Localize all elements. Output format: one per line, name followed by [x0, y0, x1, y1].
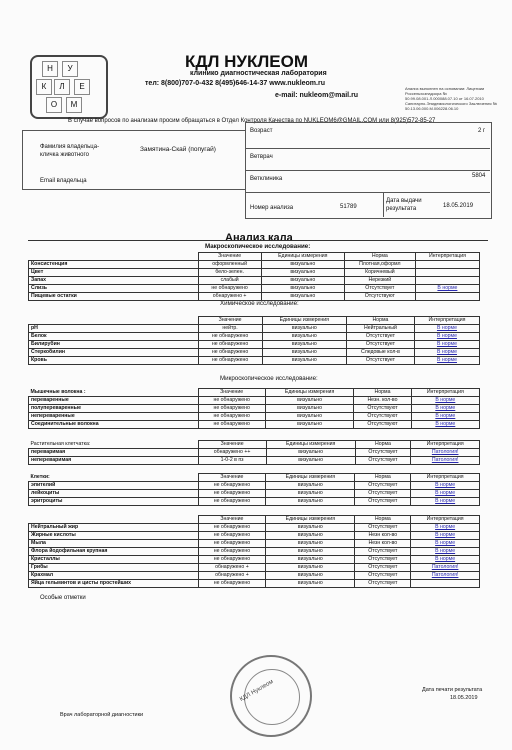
fiber-table: [28, 440, 480, 465]
units-cell: визуально: [266, 548, 355, 556]
value-cell: 1-0-2 в пз: [198, 457, 266, 465]
value-cell: не обнаружено: [198, 548, 266, 556]
report-title: Анализ кала: [225, 232, 293, 244]
norm-cell: Отсутствует: [355, 548, 411, 556]
norm-cell: Отсутствует: [355, 482, 411, 490]
email-label: Email владельца: [40, 178, 87, 184]
table-row: [29, 421, 480, 429]
param-name: pH: [29, 325, 199, 333]
clinic-label: Ветклиника: [250, 176, 283, 182]
table-row: [29, 556, 480, 564]
units-cell: визуально: [261, 293, 344, 301]
units-cell: визуально: [266, 580, 355, 588]
value-cell: нейтр.: [198, 325, 262, 333]
analysis-value: 51789: [340, 204, 357, 210]
units-cell: визуально: [266, 532, 355, 540]
units-cell: визуально: [266, 572, 355, 580]
param-name: Кристаллы: [29, 556, 199, 564]
interp-cell: В норме: [411, 421, 479, 429]
param-name: переваримая: [29, 449, 199, 457]
units-cell: визуально: [265, 397, 353, 405]
other-table: [28, 515, 480, 588]
table-header: [29, 253, 480, 261]
lab-license: Анализ выполнен на основании: Лицензии Россельхознадзора № 50.99.08.001.Л.000088.07.10 от 16.07.2010 Санитарно-Эпидемиологического Заключения № 50.13.06.000.М.006228.06.10: [405, 86, 497, 111]
param-name: Пищевые остатки: [29, 293, 199, 301]
norm-cell: Коричневый: [344, 269, 415, 277]
analysis-label: Номер анализа: [250, 205, 294, 211]
units-cell: визуально: [262, 341, 346, 349]
interp-cell: В норме: [411, 413, 479, 421]
value-cell: не обнаружено: [198, 580, 266, 588]
units-cell: визуально: [266, 498, 355, 506]
norm-cell: Отсутствует: [346, 357, 414, 365]
norm-cell: Отсутствуют: [354, 421, 411, 429]
col-interp: Интерпретация: [415, 253, 479, 261]
interp-cell: [415, 293, 479, 301]
macro-table: [28, 252, 480, 301]
table-row: [29, 261, 480, 269]
units-cell: визуально: [262, 349, 346, 357]
interp-cell: В норме: [414, 333, 479, 341]
param-name: эпителий: [29, 482, 199, 490]
norm-cell: Отсутствует: [346, 341, 414, 349]
table-row: [29, 333, 480, 341]
lab-logo: [30, 55, 108, 119]
interp-cell: В норме: [411, 397, 479, 405]
param-name: Цвет: [29, 269, 199, 277]
param-name: Билирубин: [29, 341, 199, 349]
norm-cell: Нейтральный: [346, 325, 414, 333]
col-value: Значение: [198, 516, 266, 524]
contact-note: В случае вопросов по анализам просим обращаться в Отдел Контроля Качества по NUKLEOM6@GMAIL.COM или 8(925)572-85-27: [68, 118, 436, 124]
table-row: [29, 490, 480, 498]
value-cell: не обнаружено: [198, 341, 262, 349]
lab-subtitle: клинико диагностическая лаборатория: [190, 70, 327, 77]
units-cell: визуально: [266, 524, 355, 532]
print-date-label: Дата печати результата: [422, 687, 483, 693]
muscle-table: [28, 388, 480, 429]
col-norm: Норма: [344, 253, 415, 261]
param-name: эритроциты: [29, 498, 199, 506]
norm-cell: Отсутствует: [355, 457, 411, 465]
interp-cell: В норме: [411, 490, 480, 498]
value-cell: бело-зелен.: [198, 269, 261, 277]
units-cell: визуально: [261, 269, 344, 277]
param-name: переваренные: [29, 397, 199, 405]
table-row: [29, 405, 480, 413]
cells-table: [28, 473, 480, 506]
interp-cell: В норме: [411, 556, 480, 564]
col-interp: Интерпретация: [411, 516, 480, 524]
macro-title: Макроскопическое исследование:: [205, 243, 311, 250]
value-cell: не обнаружено: [198, 556, 266, 564]
interp-cell: [415, 277, 479, 285]
norm-cell: Отсутствует: [355, 524, 411, 532]
owner-value: Замятина-Скай (попугай): [140, 146, 216, 153]
norm-cell: Отсутствует: [355, 498, 411, 506]
norm-cell: Отсутствует: [346, 333, 414, 341]
col-value: Значение: [198, 389, 265, 397]
norm-cell: Отсутствует: [355, 556, 411, 564]
param-name: полупереваренные: [29, 405, 199, 413]
value-cell: слабый: [198, 277, 261, 285]
norm-cell: Отсутствует: [355, 490, 411, 498]
norm-cell: Отсутствует: [355, 580, 411, 588]
table-row: [29, 532, 480, 540]
logo-letter: К: [36, 79, 52, 95]
table-header: [29, 474, 480, 482]
interp-cell: В норме: [411, 482, 480, 490]
interp-cell: В норме: [414, 325, 479, 333]
value-cell: не обнаружено: [198, 333, 262, 341]
interp-cell: [415, 261, 479, 269]
value-cell: обнаружено +: [198, 564, 266, 572]
param-name: непереваримая: [29, 457, 199, 465]
table-row: [29, 564, 480, 572]
interp-cell: Патология!: [411, 572, 480, 580]
units-cell: визуально: [266, 449, 355, 457]
date-label: Дата выдачи результата: [386, 198, 422, 212]
param-name: Стеркобилин: [29, 349, 199, 357]
vet-label: Ветврач: [250, 154, 273, 160]
interp-cell: В норме: [411, 548, 480, 556]
units-cell: визуально: [265, 421, 353, 429]
units-cell: визуально: [265, 413, 353, 421]
value-cell: не обнаружено: [198, 405, 265, 413]
norm-cell: Отсутствуют: [344, 293, 415, 301]
param-name: Кровь: [29, 357, 199, 365]
table-header: [29, 441, 480, 449]
interp-cell: В норме: [411, 498, 480, 506]
table-row: [29, 341, 480, 349]
interp-cell: [411, 580, 480, 588]
interp-cell: В норме: [411, 532, 480, 540]
table-row: [29, 397, 480, 405]
logo-letter: У: [62, 61, 78, 77]
col-value: Значение: [198, 441, 266, 449]
stamp-text: КДЛ Нуклеом: [239, 679, 275, 703]
param-name: Нейтральный жир: [29, 524, 199, 532]
table-row: [29, 349, 480, 357]
norm-cell: Отсутствуют: [354, 405, 411, 413]
col-value: Значение: [198, 253, 261, 261]
norm-cell: Незн. кол-во: [354, 397, 411, 405]
table-header: [29, 317, 480, 325]
col-units: Единицы измерения: [266, 516, 355, 524]
param-name: Крахмал: [29, 572, 199, 580]
col-interp: Интерпретация: [411, 474, 480, 482]
col-units: Единицы измерения: [262, 317, 346, 325]
value-cell: обнаружено ++: [198, 449, 266, 457]
col-norm: Норма: [346, 317, 414, 325]
col-units: Единицы измерения: [265, 389, 353, 397]
value-cell: не обнаружено: [198, 349, 262, 357]
muscle-title: Мышечные волокна :: [30, 388, 86, 395]
lab-phones: тел: 8(800)707-0-432 8(495)646-14-37 www.nukleom.ru: [145, 80, 325, 87]
table-row: [29, 580, 480, 588]
col-norm: Норма: [355, 474, 411, 482]
table-row: [29, 540, 480, 548]
table-row: [29, 277, 480, 285]
norm-cell: Отсутствуют: [354, 413, 411, 421]
norm-cell: Плотная,оформл: [344, 261, 415, 269]
lab-stamp: [230, 655, 312, 737]
units-cell: визуально: [262, 325, 346, 333]
interp-cell: В норме: [414, 341, 479, 349]
value-cell: не обнаружено: [198, 285, 261, 293]
clinic-value: 5804: [472, 173, 486, 179]
col-interp: Интерпретация: [411, 389, 479, 397]
col-value: Значение: [198, 317, 262, 325]
logo-letter: Е: [74, 79, 90, 95]
logo-letter: Л: [54, 79, 70, 95]
param-name: Жирные кислоты: [29, 532, 199, 540]
value-cell: оформленный: [198, 261, 261, 269]
units-cell: визуально: [266, 564, 355, 572]
table-row: [29, 413, 480, 421]
col-norm: Норма: [355, 516, 411, 524]
special-notes-label: Особые отметки: [40, 595, 86, 601]
col-interp: Интерпретация: [411, 441, 480, 449]
value-cell: обнаружено +: [198, 293, 261, 301]
param-name: Запах: [29, 277, 199, 285]
date-value: 18.05.2019: [443, 203, 474, 209]
interp-cell: [415, 269, 479, 277]
interp-cell: В норме: [415, 285, 479, 293]
param-name: Грибы: [29, 564, 199, 572]
table-row: [29, 357, 480, 365]
param-name: Белок: [29, 333, 199, 341]
value-cell: не обнаружено: [198, 357, 262, 365]
interp-cell: В норме: [411, 405, 479, 413]
age-label: Возраст: [250, 128, 273, 134]
col-interp: Интерпретация: [414, 317, 479, 325]
col-norm: Норма: [355, 441, 411, 449]
units-cell: визуально: [266, 490, 355, 498]
table-row: [29, 572, 480, 580]
units-cell: визуально: [266, 540, 355, 548]
units-cell: визуально: [266, 482, 355, 490]
value-cell: не обнаружено: [198, 498, 266, 506]
col-value: Значение: [198, 474, 266, 482]
print-date-value: 18.05.2019: [450, 695, 478, 701]
cells-title: Клетки:: [30, 473, 50, 480]
interp-cell: Патология!: [411, 564, 480, 572]
value-cell: не обнаружено: [198, 540, 266, 548]
param-name: непереваренные: [29, 413, 199, 421]
table-row: [29, 325, 480, 333]
value-cell: не обнаружено: [198, 482, 266, 490]
norm-cell: Отсутствует: [355, 564, 411, 572]
norm-cell: Отсутствует: [355, 572, 411, 580]
interp-cell: В норме: [414, 349, 479, 357]
col-units: Единицы измерения: [261, 253, 344, 261]
norm-cell: Незн кол-во: [355, 540, 411, 548]
col-units: Единицы измерения: [266, 474, 355, 482]
table-header: [29, 389, 480, 397]
chem-title: Химическое исследование:: [220, 300, 299, 307]
interp-cell: В норме: [411, 524, 480, 532]
param-name: Флора йодофильная крупная: [29, 548, 199, 556]
lab-title: КДЛ НУКЛЕОМ: [185, 52, 309, 71]
logo-letter: М: [66, 97, 82, 113]
value-cell: не обнаружено: [198, 524, 266, 532]
value-cell: не обнаружено: [198, 397, 265, 405]
col-units: Единицы измерения: [266, 441, 355, 449]
table-row: [29, 548, 480, 556]
units-cell: визуально: [262, 357, 346, 365]
table-row: [29, 449, 480, 457]
value-cell: обнаружено +: [198, 572, 266, 580]
param-name: Яйца гельминтов и цисты простейших: [29, 580, 199, 588]
units-cell: визуально: [266, 457, 355, 465]
logo-letter: О: [46, 97, 62, 113]
value-cell: не обнаружено: [198, 421, 265, 429]
interp-cell: Патология!: [411, 457, 480, 465]
age-value: 2 г: [478, 128, 486, 134]
chem-table: [28, 316, 480, 365]
param-name: лейкоциты: [29, 490, 199, 498]
interp-cell: В норме: [414, 357, 479, 365]
table-row: [29, 269, 480, 277]
table-row: [29, 482, 480, 490]
value-cell: не обнаружено: [198, 532, 266, 540]
table-row: [29, 285, 480, 293]
units-cell: визуально: [261, 285, 344, 293]
norm-cell: Нерезкий: [344, 277, 415, 285]
lab-email: e-mail: nukleom@mail.ru: [275, 92, 359, 99]
norm-cell: Незн кол-во: [355, 532, 411, 540]
doctor-label: Врач лабораторной диагностики: [60, 712, 144, 718]
norm-cell: Отсутствует: [355, 449, 411, 457]
value-cell: не обнаружено: [198, 413, 265, 421]
param-name: Мыла: [29, 540, 199, 548]
norm-cell: Следовые кол-в: [346, 349, 414, 357]
units-cell: визуально: [265, 405, 353, 413]
table-row: [29, 498, 480, 506]
param-name: Соединительные волокна: [29, 421, 199, 429]
units-cell: визуально: [262, 333, 346, 341]
units-cell: визуально: [261, 277, 344, 285]
logo-letter: Н: [42, 61, 58, 77]
interp-cell: Патология!: [411, 449, 480, 457]
interp-cell: В норме: [411, 540, 480, 548]
owner-label: Фамилия владельца-кличка животного: [40, 144, 100, 158]
param-name: Слизь: [29, 285, 199, 293]
table-row: [29, 457, 480, 465]
param-name: Консистенция: [29, 261, 199, 269]
norm-cell: Отсутствует: [344, 285, 415, 293]
table-row: [29, 524, 480, 532]
table-header: [29, 516, 480, 524]
value-cell: не обнаружено: [198, 490, 266, 498]
fiber-title: Растительная клетчатка:: [30, 440, 91, 447]
col-norm: Норма: [354, 389, 411, 397]
units-cell: визуально: [266, 556, 355, 564]
micro-title: Микроскопическое исследование:: [220, 375, 318, 382]
units-cell: визуально: [261, 261, 344, 269]
